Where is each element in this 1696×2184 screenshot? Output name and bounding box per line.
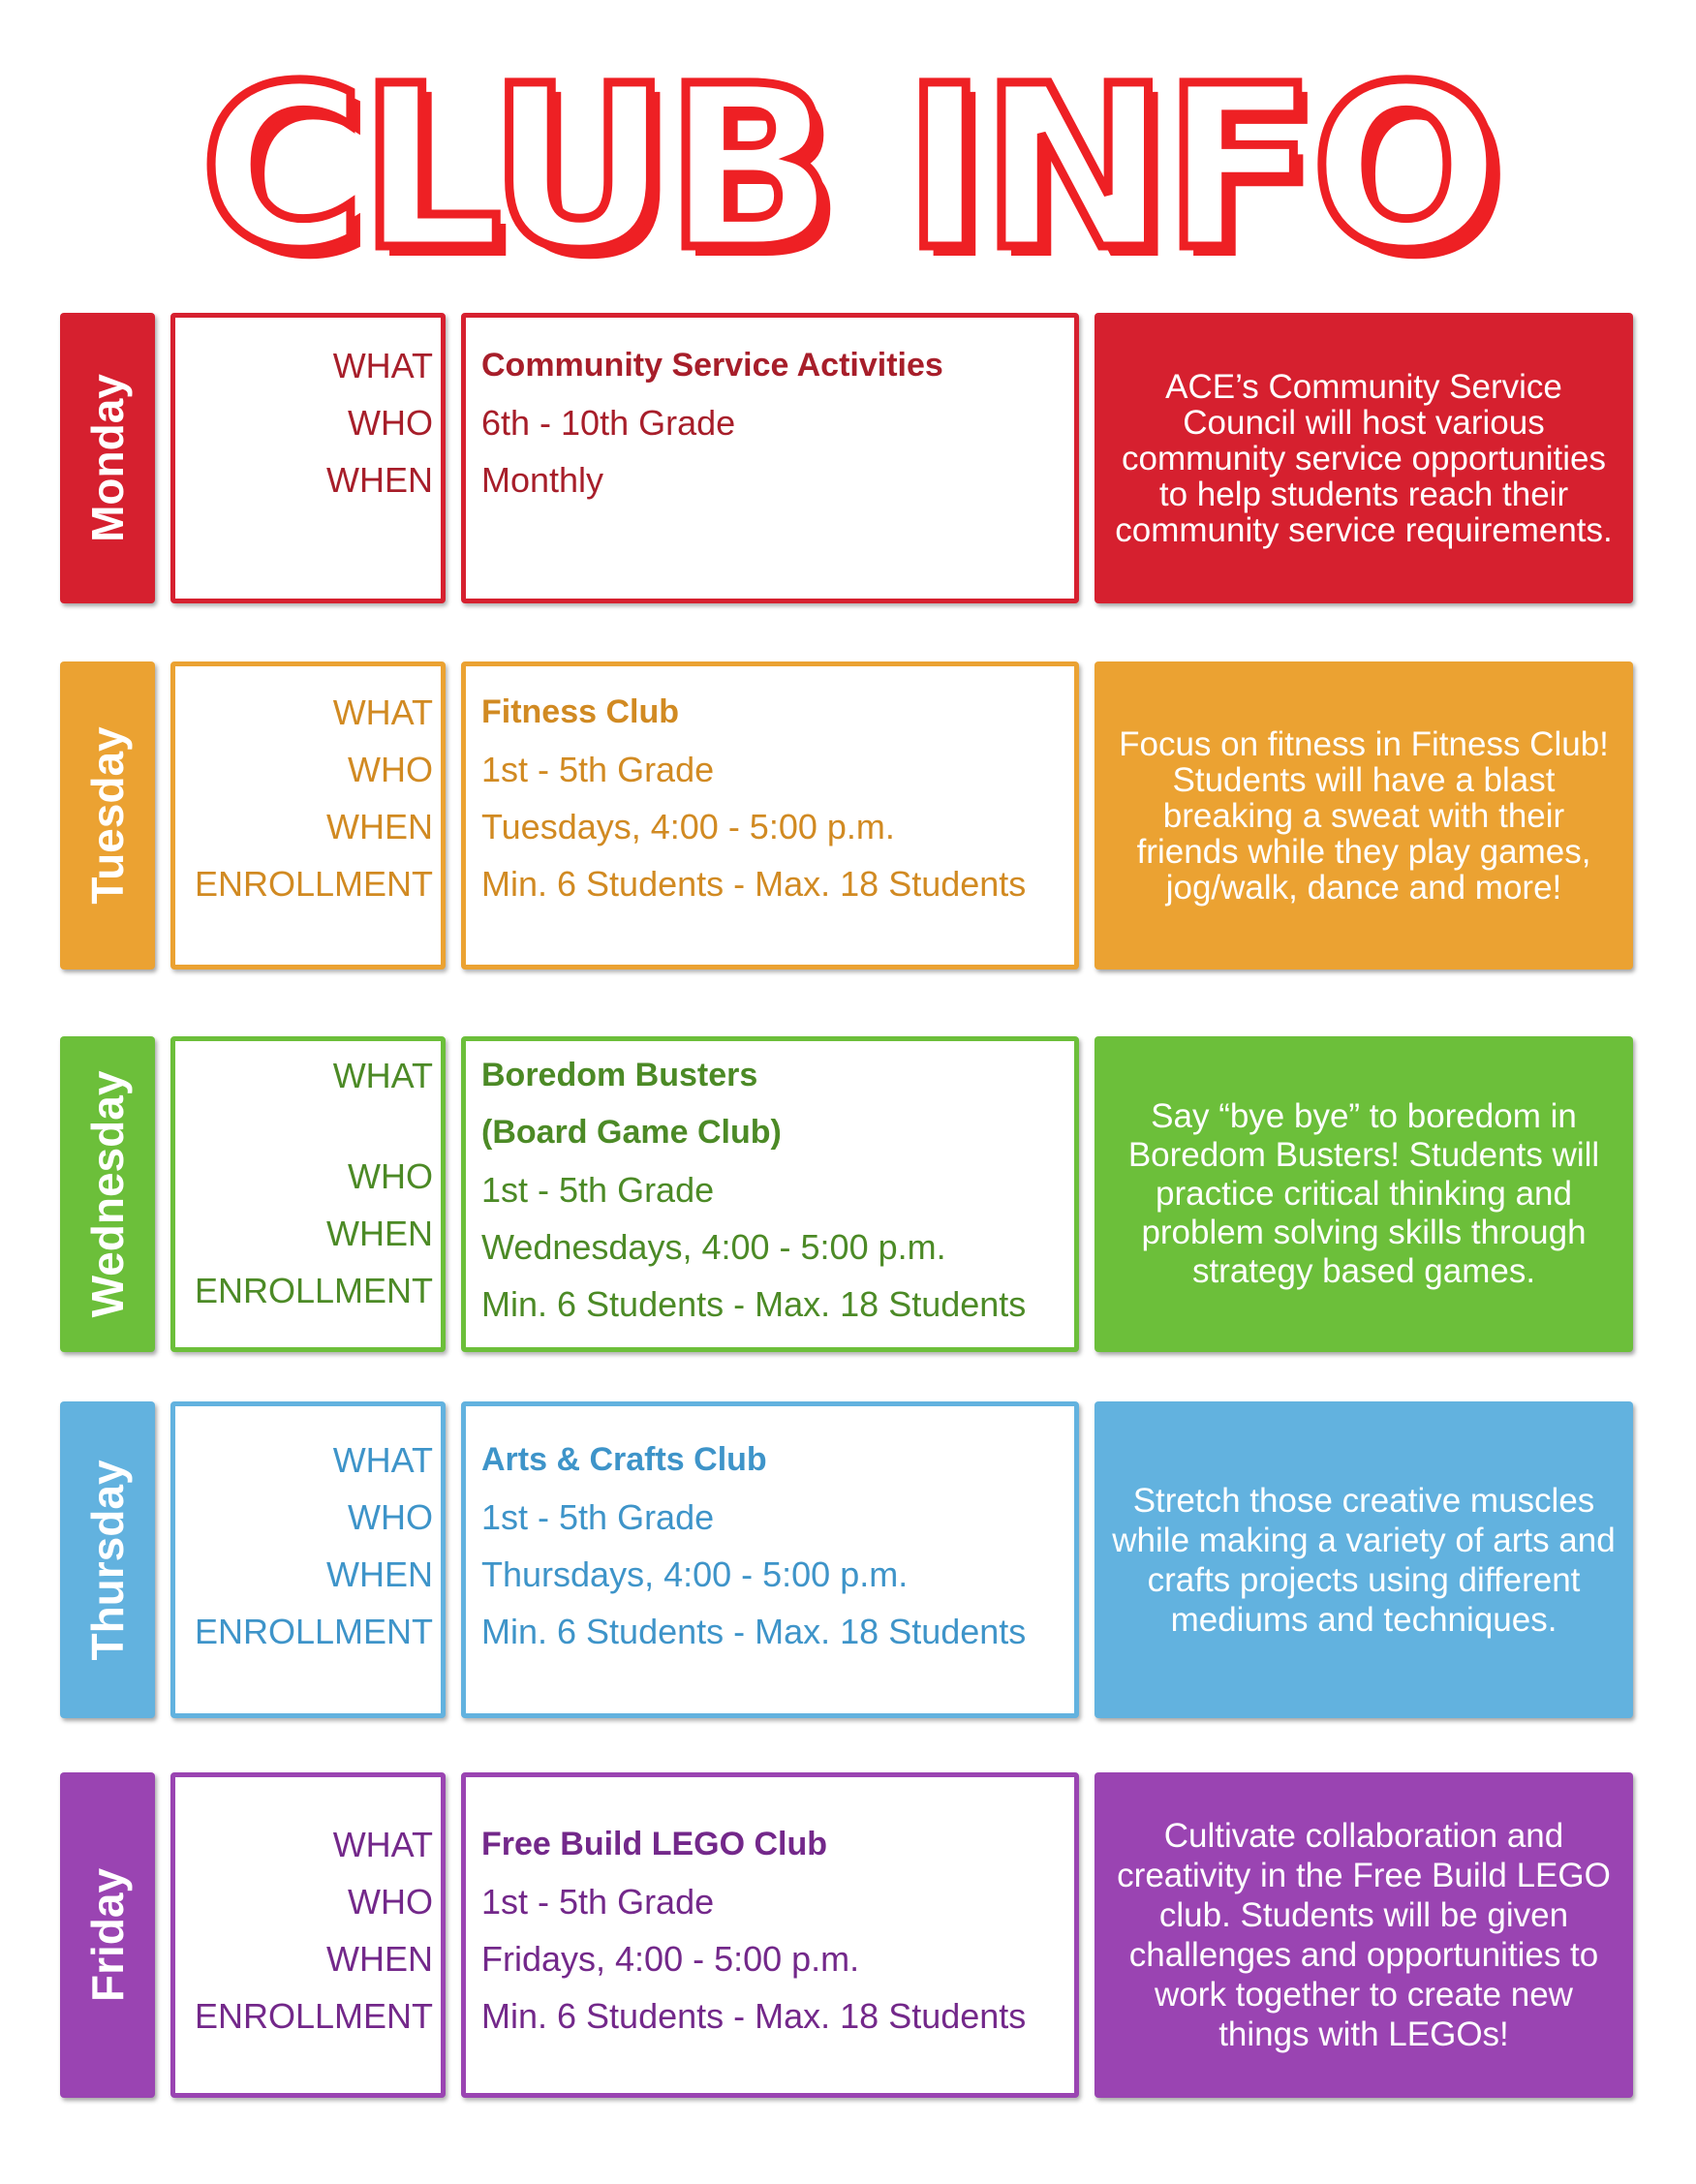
day-label: Thursday (82, 1459, 133, 1661)
club-description: Say “bye bye” to boredom in Boredom Busters! Students will practice critical thinking and problem solving skills through strategy based games. (1127, 1097, 1600, 1290)
club-schedule: Monthly (481, 460, 604, 500)
field-values-box (461, 1772, 1079, 2098)
enrollment-label: ENROLLMENT (194, 1271, 433, 1310)
field-values-box (461, 1036, 1079, 1352)
day-tab-tuesday (60, 661, 155, 969)
when-label: WHEN (326, 1214, 433, 1253)
what-label: WHAT (332, 1056, 433, 1095)
page-title: CLUB INFO (200, 38, 1496, 299)
who-label: WHO (348, 403, 433, 443)
club-enrollment: Min. 6 Students - Max. 18 Students (481, 1612, 1027, 1651)
field-values-box (461, 313, 1079, 603)
club-schedule: Thursdays, 4:00 - 5:00 p.m. (481, 1554, 909, 1594)
who-label: WHO (348, 1497, 433, 1537)
who-label: WHO (348, 1882, 433, 1922)
club-schedule: Tuesdays, 4:00 - 5:00 p.m. (481, 807, 895, 846)
club-enrollment: Min. 6 Students - Max. 18 Students (481, 1284, 1027, 1324)
club-name: Community Service Activities (481, 347, 943, 384)
club-name: Boredom Busters (481, 1057, 758, 1093)
day-label: Tuesday (82, 726, 133, 905)
club-grades: 1st - 5th Grade (481, 1170, 715, 1210)
field-labels-box (170, 1401, 446, 1718)
club-grades: 6th - 10th Grade (481, 403, 736, 443)
club-row-monday (0, 313, 1696, 603)
what-label: WHAT (332, 346, 433, 385)
field-labels-box (170, 1036, 446, 1352)
what-label: WHAT (332, 1825, 433, 1864)
enrollment-label: ENROLLMENT (194, 1996, 433, 2036)
club-row-friday (0, 1772, 1696, 2098)
when-label: WHEN (326, 1939, 433, 1979)
club-grades: 1st - 5th Grade (481, 750, 715, 789)
day-tab-wednesday (60, 1036, 155, 1352)
day-label: Friday (82, 1867, 133, 2003)
when-label: WHEN (326, 807, 433, 846)
enrollment-label: ENROLLMENT (194, 864, 433, 904)
when-label: WHEN (326, 460, 433, 500)
field-labels-box (170, 1772, 446, 2098)
club-name: Arts & Crafts Club (481, 1441, 767, 1478)
club-enrollment: Min. 6 Students - Max. 18 Students (481, 1996, 1027, 2036)
club-description-box (1095, 1401, 1633, 1718)
what-label: WHAT (332, 692, 433, 732)
field-labels-box (170, 313, 446, 603)
club-name-subtitle: (Board Game Club) (481, 1114, 782, 1151)
enrollment-label: ENROLLMENT (194, 1612, 433, 1651)
day-label: Monday (82, 374, 133, 542)
day-tab-friday (60, 1772, 155, 2098)
who-label: WHO (348, 1156, 433, 1196)
club-row-wednesday (0, 1036, 1696, 1352)
field-labels-box (170, 661, 446, 969)
what-label: WHAT (332, 1440, 433, 1480)
club-enrollment: Min. 6 Students - Max. 18 Students (481, 864, 1027, 904)
field-values-box (461, 1401, 1079, 1718)
club-grades: 1st - 5th Grade (481, 1497, 715, 1537)
club-schedule: Wednesdays, 4:00 - 5:00 p.m. (481, 1227, 946, 1267)
club-description-box (1095, 1036, 1633, 1352)
club-row-tuesday (0, 661, 1696, 969)
club-description: ACE’s Community Service Council will host various community service opportunities to help students reach their community service requirements. (1115, 367, 1613, 549)
day-tab-monday (60, 313, 155, 603)
club-name: Fitness Club (481, 693, 680, 730)
club-description: Focus on fitness in Fitness Club! Students will have a blast breaking a sweat with their friends while they play games, jog/walk, dance and more! (1119, 724, 1609, 907)
day-label: Wednesday (82, 1070, 133, 1318)
club-row-thursday (0, 1401, 1696, 1718)
club-description: Stretch those creative muscles while making a variety of arts and crafts projects using different mediums and techniques. (1112, 1481, 1616, 1639)
club-grades: 1st - 5th Grade (481, 1882, 715, 1922)
day-tab-thursday (60, 1401, 155, 1718)
club-description-box (1095, 1772, 1633, 2098)
who-label: WHO (348, 750, 433, 789)
club-description: Cultivate collaboration and creativity in the Free Build LEGO club. Students will be given challenges and opportunities to work together to create new things with LEGOs! (1117, 1817, 1611, 2053)
when-label: WHEN (326, 1554, 433, 1594)
club-name: Free Build LEGO Club (481, 1826, 828, 1862)
field-values-box (461, 661, 1079, 969)
club-description-box (1095, 661, 1633, 969)
club-schedule: Fridays, 4:00 - 5:00 p.m. (481, 1939, 860, 1979)
club-description-box (1095, 313, 1633, 603)
